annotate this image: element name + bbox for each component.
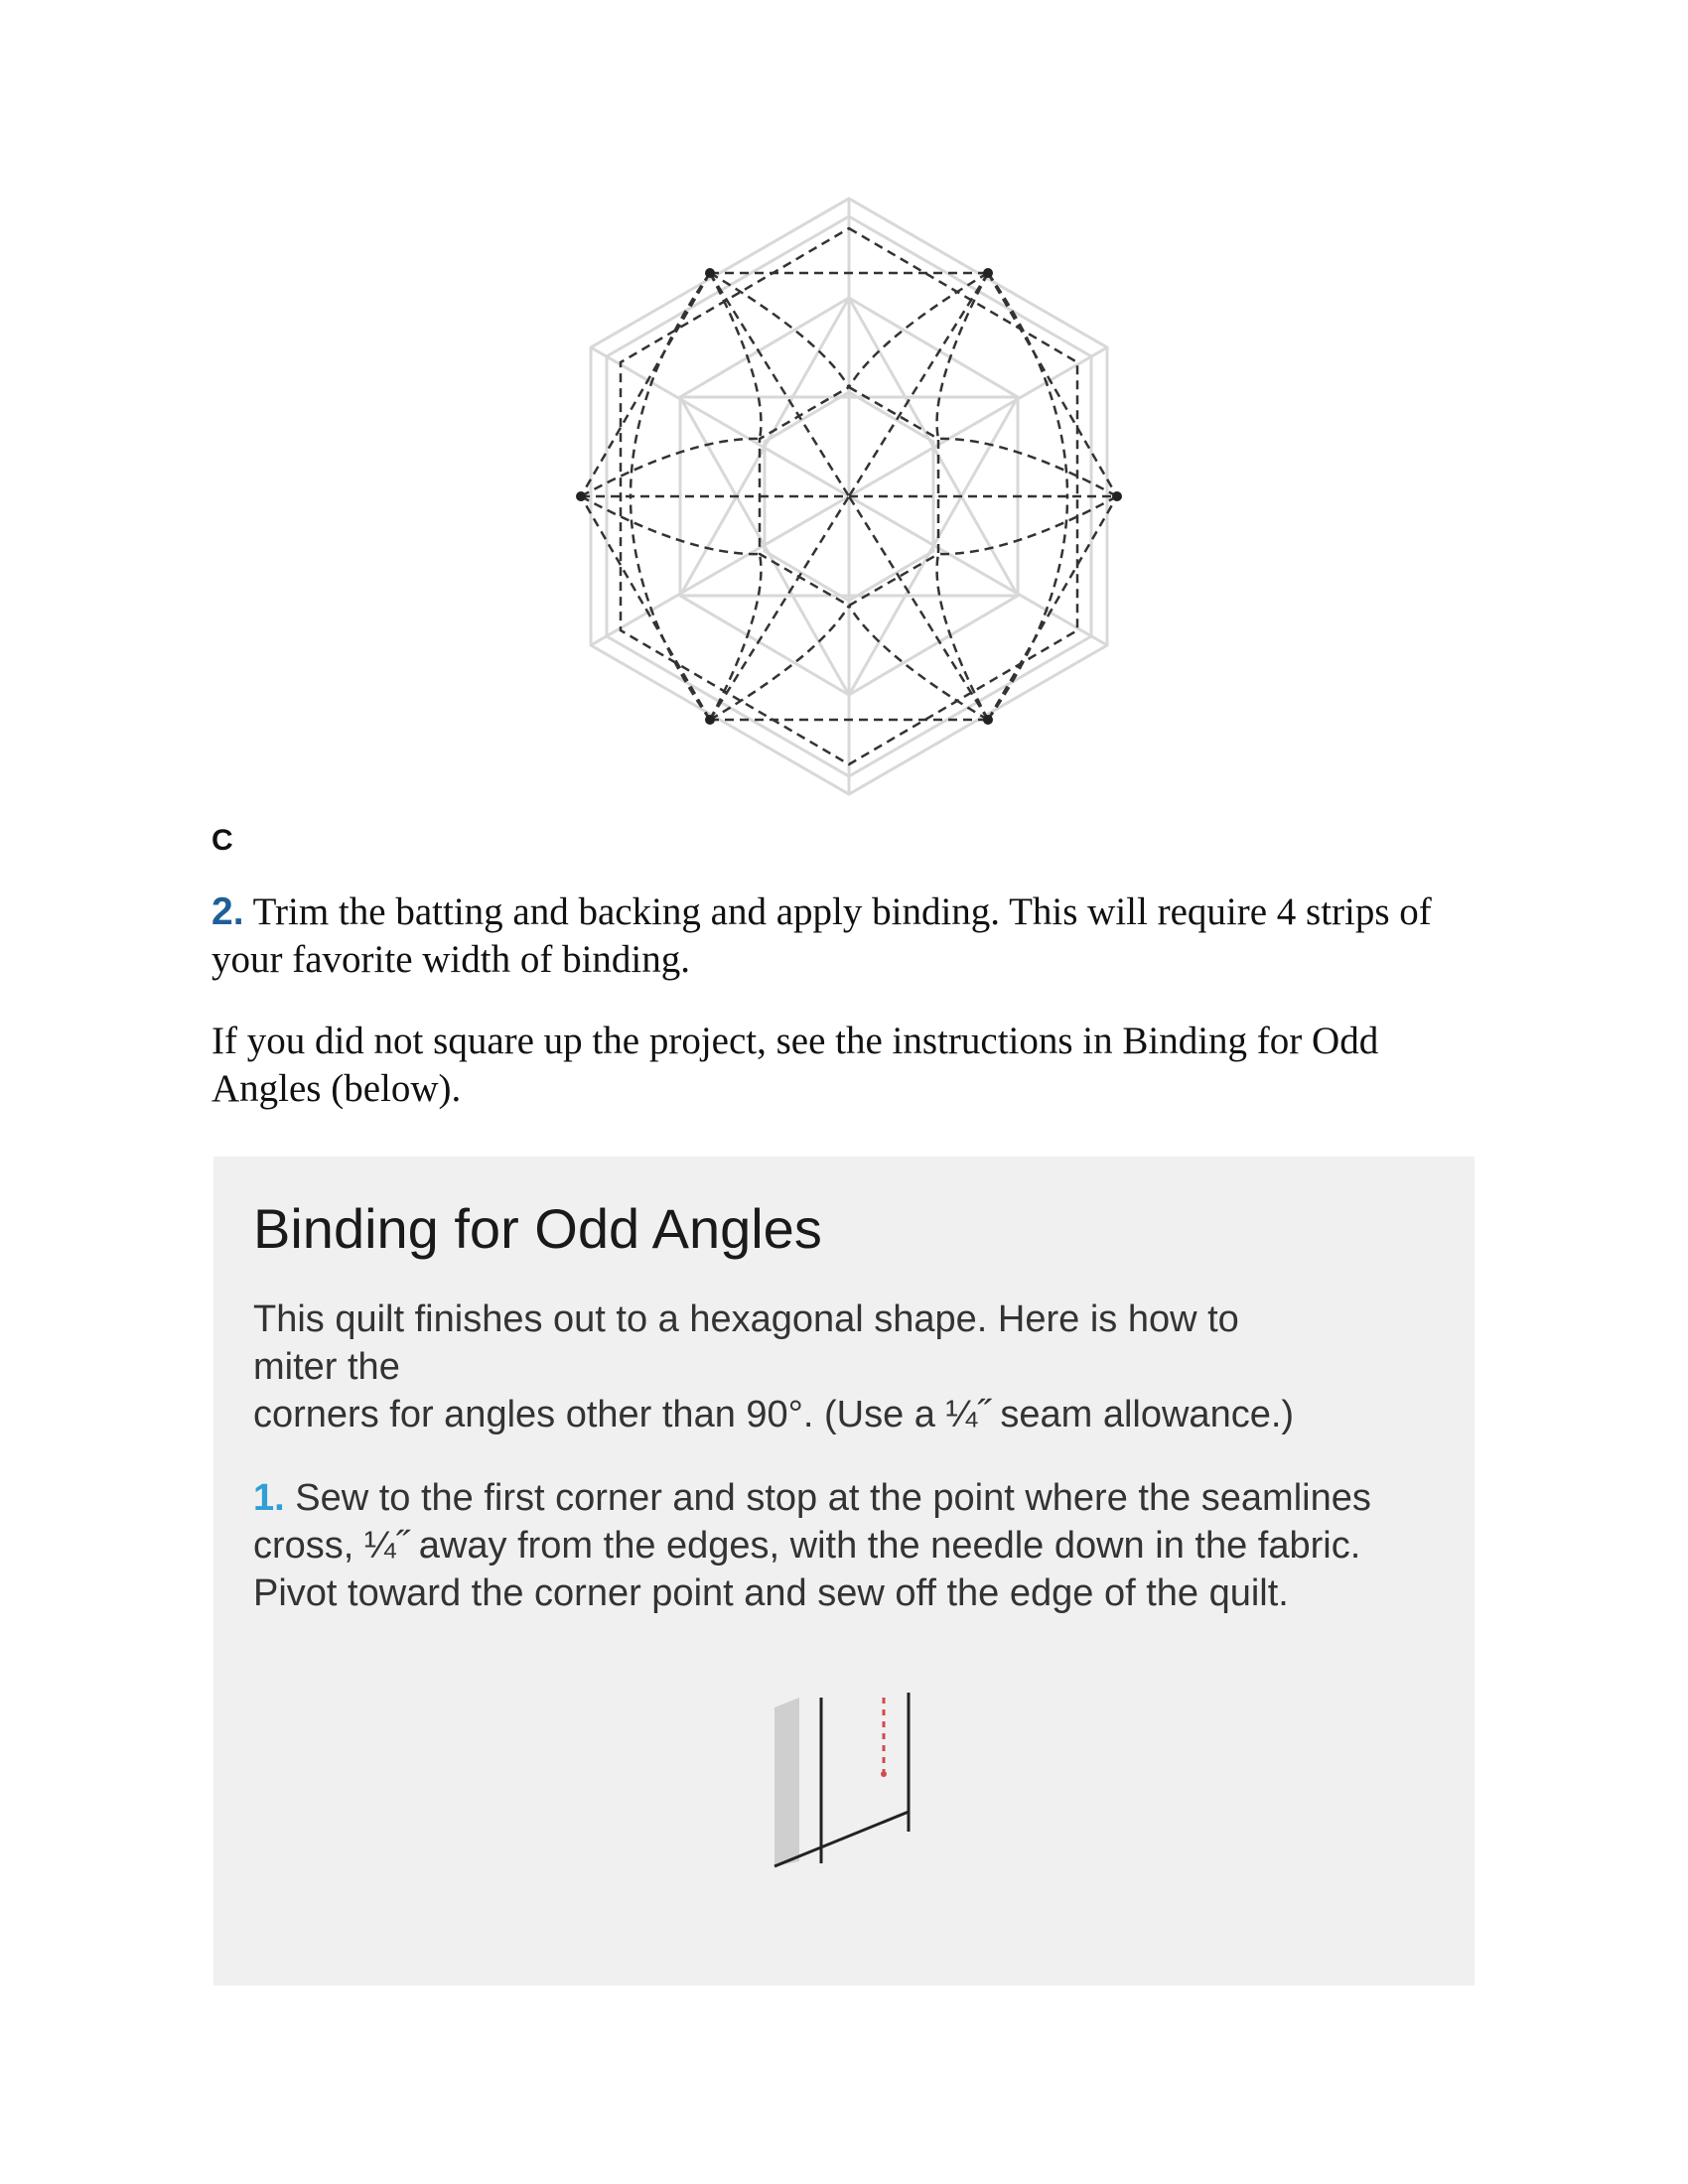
intro-line: This quilt finishes out to a hexagonal shape. Here is how to [253,1298,1239,1340]
intro-line: miter the [253,1346,400,1388]
figure-caption: C [211,824,233,857]
step-number: 1. [253,1477,285,1519]
note-paragraph: If you did not square up the project, see the instructions in Binding for Odd Angles (below). [211,1020,1379,1110]
sidebar-box [213,1157,1475,1985]
step-text: Sew to the first corner and stop at the point where the seamlines cross, ¼˝ away from the edges, with the needle down in the fabric. Pivot toward the corner point and sew off the edge of the quilt. [253,1477,1371,1614]
step-2-paragraph [211,888,1492,984]
intro-line: corners for angles other than 90°. (Use a ¼˝ seam allowance.) [253,1394,1295,1435]
step-number: 2. [211,890,244,933]
sidebar-intro [253,1296,1445,1438]
sidebar-title: Binding for Odd Angles [253,1197,822,1260]
sidebar-step-1 [253,1474,1445,1617]
binding-corner-diagram [770,1693,928,1881]
quilt-hexagon-diagram [571,189,1127,804]
step-text: Trim the batting and backing and apply binding. This will require 4 strips of your favorite width of binding. [211,890,1432,981]
